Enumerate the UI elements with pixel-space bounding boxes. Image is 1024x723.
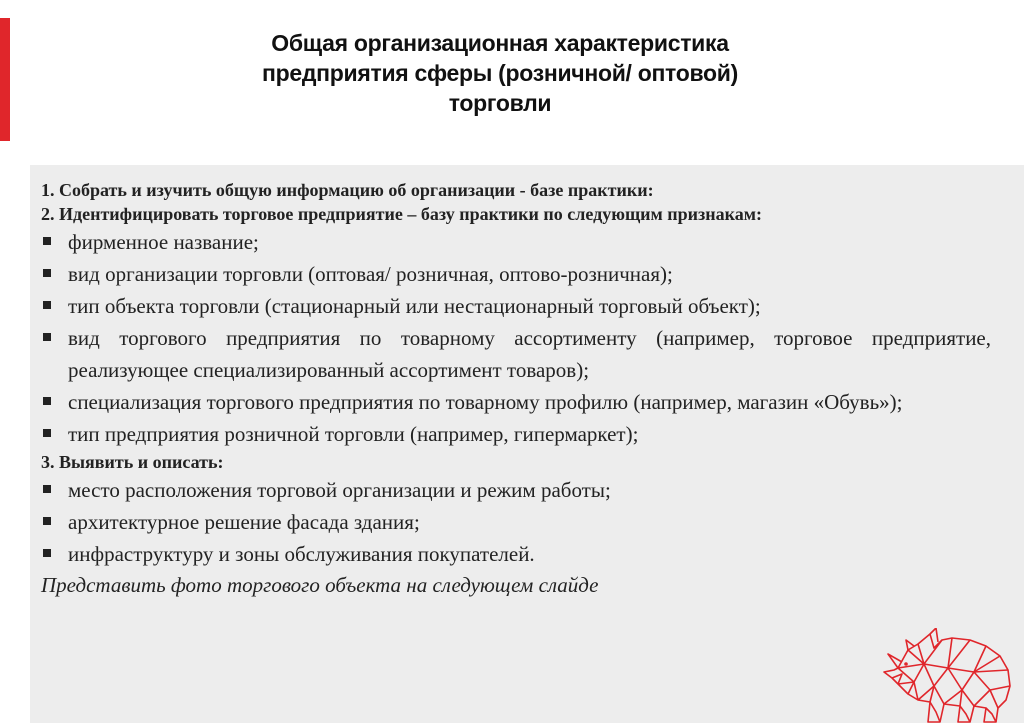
list-item-text: вид организации торговли (оптовая/ розничная, оптово-розничная); bbox=[68, 262, 673, 286]
bullet-icon bbox=[43, 549, 51, 557]
list-item bbox=[41, 474, 991, 506]
rhino-eye bbox=[904, 662, 908, 666]
title-line: предприятия сферы (розничной/ оптовой) bbox=[262, 60, 738, 86]
bullet-icon bbox=[43, 269, 51, 277]
accent-bar bbox=[0, 18, 10, 141]
title-line: торговли bbox=[448, 90, 552, 116]
list-item bbox=[41, 386, 991, 418]
bullet-icon bbox=[43, 237, 51, 245]
list-item-text: тип объекта торговли (стационарный или нестационарный торговый объект); bbox=[68, 294, 761, 318]
bullet-icon bbox=[43, 301, 51, 309]
rhino-icon bbox=[878, 628, 1018, 723]
list-item bbox=[41, 322, 991, 386]
list-item bbox=[41, 418, 991, 450]
list-item bbox=[41, 290, 991, 322]
step-3-heading: 3. Выявить и описать: bbox=[41, 452, 224, 472]
bullet-icon bbox=[43, 333, 51, 341]
step-2-heading: 2. Идентифицировать торговое предприятие – базу практики по следующим признакам: bbox=[41, 204, 763, 224]
list-item-text: специализация торгового предприятия по товарному профилю (например, магазин «Обувь»); bbox=[68, 390, 903, 414]
list-item-text: тип предприятия розничной торговли (например, гипермаркет); bbox=[68, 422, 639, 446]
bullet-icon bbox=[43, 397, 51, 405]
list-item-text: инфраструктуру и зоны обслуживания покупателей. bbox=[68, 542, 535, 566]
list-item bbox=[41, 538, 991, 570]
list-item bbox=[41, 258, 991, 290]
list-item-text: фирменное название; bbox=[68, 230, 259, 254]
step-1-heading: 1. Собрать и изучить общую информацию об организации - базе практики: bbox=[41, 180, 654, 200]
bullet-icon bbox=[43, 517, 51, 525]
content-body bbox=[41, 178, 991, 600]
list-item-text: архитектурное решение фасада здания; bbox=[68, 510, 420, 534]
title-line: Общая организационная характеристика bbox=[271, 30, 729, 56]
list-item-text: вид торгового предприятия по товарному ассортименту (например, торговое предприятие, реализующее специализированный ассортимент товаров); bbox=[68, 326, 991, 382]
bullet-icon bbox=[43, 485, 51, 493]
slide-title bbox=[150, 28, 850, 118]
bullet-icon bbox=[43, 429, 51, 437]
list-item bbox=[41, 226, 991, 258]
list-item-text: место расположения торговой организации и режим работы; bbox=[68, 478, 611, 502]
closing-note: Представить фото торгового объекта на следующем слайде bbox=[41, 573, 599, 597]
list-item bbox=[41, 506, 991, 538]
